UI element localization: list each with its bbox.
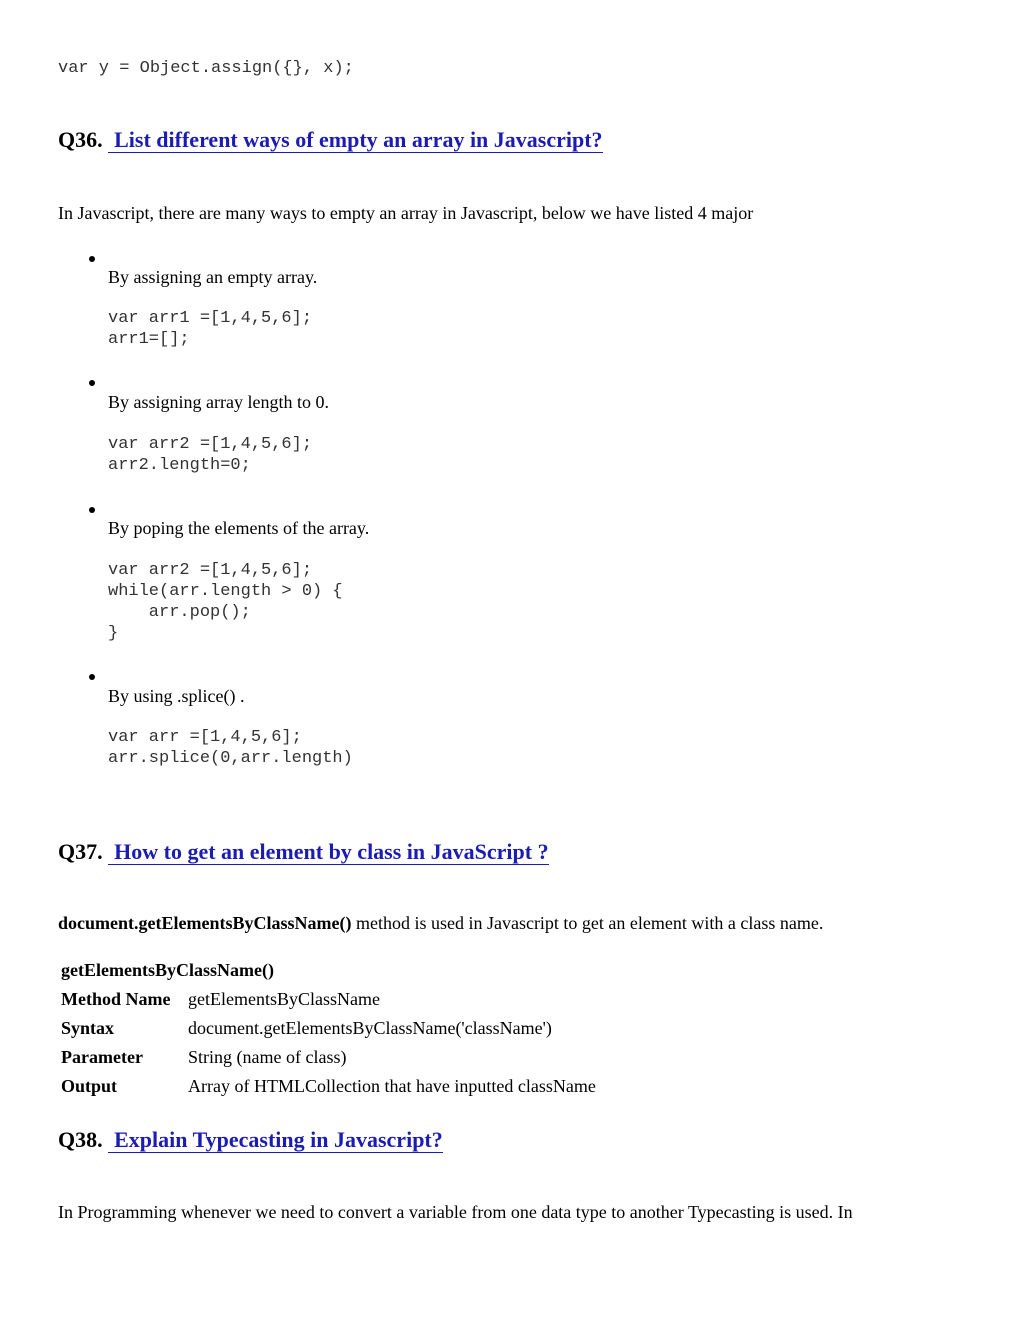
table-value: document.getElementsByClassName('className') xyxy=(188,1018,552,1038)
code-snippet: var arr =[1,4,5,6]; arr.splice(0,arr.length) xyxy=(108,728,353,768)
table-key: Syntax xyxy=(61,1018,115,1038)
table-value: getElementsByClassName xyxy=(188,989,380,1009)
table-row xyxy=(61,985,600,1014)
question-number: Q36. xyxy=(58,127,103,152)
question-heading-q36 xyxy=(58,126,603,154)
table-key: Method Name xyxy=(61,989,171,1009)
list-item-label: By using .splice() . xyxy=(108,686,245,706)
question-number: Q37. xyxy=(58,839,103,864)
bullet-icon xyxy=(89,674,95,680)
table-value: Array of HTMLCollection that have inputted className xyxy=(188,1076,596,1096)
code-snippet: var arr1 =[1,4,5,6]; arr1=[]; xyxy=(108,309,313,349)
code-snippet: var y = Object.assign({}, x); xyxy=(58,59,354,78)
code-snippet: var arr2 =[1,4,5,6]; while(arr.length > 0) { arr.pop(); } xyxy=(108,561,343,643)
question-heading-q38 xyxy=(58,1126,443,1154)
table-value: String (name of class) xyxy=(188,1047,347,1067)
paragraph-text: method is used in Javascript to get an element with a class name. xyxy=(351,913,824,933)
question-heading-q37 xyxy=(58,838,549,866)
table-title: getElementsByClassName() xyxy=(61,960,274,980)
code-snippet: var arr2 =[1,4,5,6]; arr2.length=0; xyxy=(108,435,313,475)
paragraph: In Programming whenever we need to convert a variable from one data type to another Typecasting is used. In xyxy=(58,1202,853,1222)
table-row xyxy=(61,1014,600,1043)
bullet-icon xyxy=(89,380,95,386)
list-item-label: By assigning an empty array. xyxy=(108,267,318,287)
paragraph: In Javascript, there are many ways to empty an array in Javascript, below we have listed 4 major xyxy=(58,203,754,223)
method-table xyxy=(61,956,600,1101)
question-link-q36[interactable]: List different ways of empty an array in Javascript? xyxy=(108,127,602,153)
list-item-label: By poping the elements of the array. xyxy=(108,518,370,538)
table-row xyxy=(61,1072,600,1101)
bullet-icon xyxy=(89,256,95,262)
question-link-q37[interactable]: How to get an element by class in JavaScript ? xyxy=(108,839,548,865)
question-link-q38[interactable]: Explain Typecasting in Javascript? xyxy=(108,1127,443,1153)
table-key: Parameter xyxy=(61,1047,143,1067)
paragraph xyxy=(58,912,823,934)
table-row xyxy=(61,1043,600,1072)
question-number: Q38. xyxy=(58,1127,103,1152)
list-item-label: By assigning array length to 0. xyxy=(108,392,329,412)
table-key: Output xyxy=(61,1076,118,1096)
method-name: document.getElementsByClassName() xyxy=(58,913,352,933)
bullet-icon xyxy=(89,507,95,513)
